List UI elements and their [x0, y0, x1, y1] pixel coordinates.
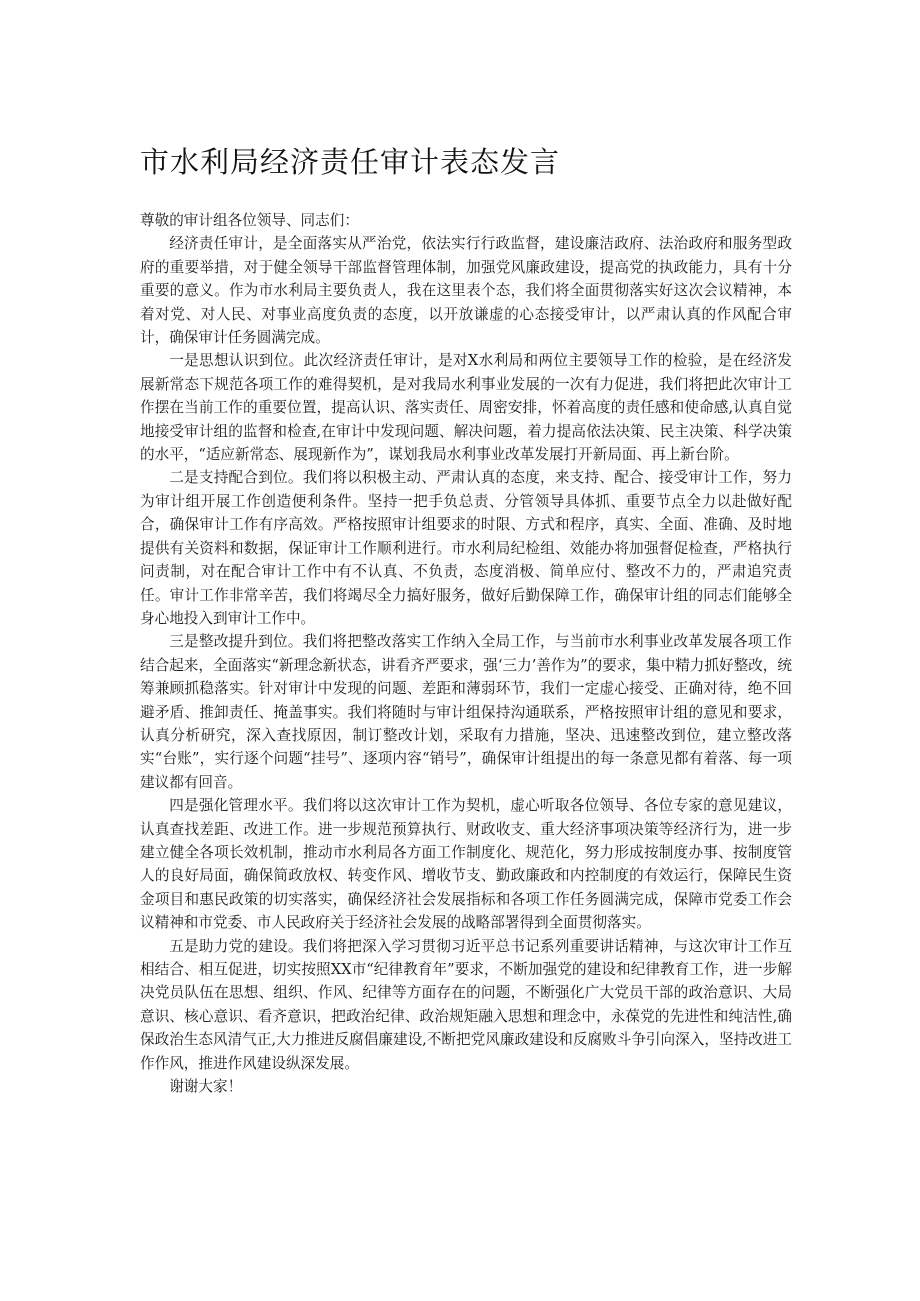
paragraph-point-2: 二是支持配合到位。我们将以积极主动、严肃认真的态度，来支持、配合、接受审计工作，努力为审计组开展工作创造便利条件。坚持一把手负总责、分管领导具体抓、重要节点全力以赴做好配合，确保审计工作有序高效。严格按照审计组要求的时限、方式和程序，真实、全面、准确、及时地提供有关资料和数据，保证审计工作顺利进行。市水利局纪检组、效能办将加强督促检查，严格执行问责制，对在配合审计工作中有不认真、不负责，态度消极、简单应付、整改不力的，严肃追究责任。审计工作非常辛苦，我们将竭尽全力搞好服务，做好后勤保障工作，确保审计组的同志们能够全身心地投入到审计工作中。 [140, 469, 792, 627]
paragraph-point-4: 四是强化管理水平。我们将以这次审计工作为契机，虚心听取各位领导、各位专家的意见建议，认真查找差距、改进工作。进一步规范预算执行、财政收支、重大经济事项决策等经济行为，进一步建立健全各项长效机制，推动市水利局各方面工作制度化、规范化，努力形成按制度办事、按制度管人的良好局面，确保简政放权、转变作风、增收节支、勤政廉政和内控制度的有效运行，保障民生资金项目和惠民政策的切实落实，确保经济社会发展指标和各项工作任务圆满完成，保障市党委工作会议精神和市党委、市人民政府关于经济社会发展的战略部署得到全面贯彻落实。 [140, 797, 792, 932]
paragraph-point-1: 一是思想认识到位。此次经济责任审计，是对X水利局和两位主要领导工作的检验，是在经济发展新常态下规范各项工作的难得契机，是对我局水利事业发展的一次有力促进，我们将把此次审计工作摆在当前工作的重要位置，提高认识、落实责任、周密安排，怀着高度的责任感和使命感,认真自觉地接受审计组的监督和检查,在审计中发现问题、解决问题，着力提高依法决策、民主决策、科学决策的水平，“适应新常态、展现新作为”，谋划我局水利事业改革发展打开新局面、再上新台阶。 [140, 352, 792, 464]
paragraph-point-3: 三是整改提升到位。我们将把整改落实工作纳入全局工作，与当前市水利事业改革发展各项工作结合起来，全面落实“新理念新状态，讲看齐严要求，强‘三力’善作为”的要求，集中精力抓好整改，统筹兼顾抓稳落实。针对审计中发现的问题、差距和薄弱环节，我们一定虚心接受、正确对待，绝不回避矛盾、推卸责任、掩盖事实。我们将随时与审计组保持沟通联系，严格按照审计组的意见和要求，认真分析研究，深入查找原因，制订整改计划，采取有力措施，坚决、迅速整改到位，建立整改落实“台账”，实行逐个问题“挂号”、逐项内容“销号”，确保审计组提出的每一条意见都有着落、每一项建议都有回音。 [140, 633, 792, 791]
document-page [140, 140, 792, 1098]
salutation: 尊敬的审计组各位领导、同志们： [140, 212, 359, 229]
closing-line: 谢谢大家！ [169, 1078, 243, 1096]
paragraph-point-5: 五是助力党的建设。我们将把深入学习贯彻习近平总书记系列重要讲话精神，与这次审计工作互相结合、相互促进，切实按照XX市“纪律教育年”要求，不断加强党的建设和纪律教育工作，进一步解决党员队伍在思想、组织、作风、纪律等方面存在的问题，不断强化广大党员干部的政治意识、大局意识、核心意识、看齐意识，把政治纪律、政治规矩融入思想和理念中，永葆党的先进性和纯洁性,确保政治生态风清气正,大力推进反腐倡廉建设,不断把党风廉政建设和反腐败斗争引向深入，坚持改进工作作风，推进作风建设纵深发展。 [140, 937, 792, 1072]
document-title: 市水利局经济责任审计表态发言 [140, 145, 561, 179]
paragraph-intro: 经济责任审计，是全面落实从严治党，依法实行行政监督，建设廉洁政府、法治政府和服务型政府的重要举措，对于健全领导干部监督管理体制，加强党风廉政建设，提高党的执政能力，具有十分重要的意义。作为市水利局主要负责人，我在这里表个态，我们将全面贯彻落实好这次会议精神，本着对党、对人民、对事业高度负责的态度，以开放谦虚的心态接受审计，以严肃认真的作风配合审计，确保审计任务圆满完成。 [140, 235, 792, 347]
